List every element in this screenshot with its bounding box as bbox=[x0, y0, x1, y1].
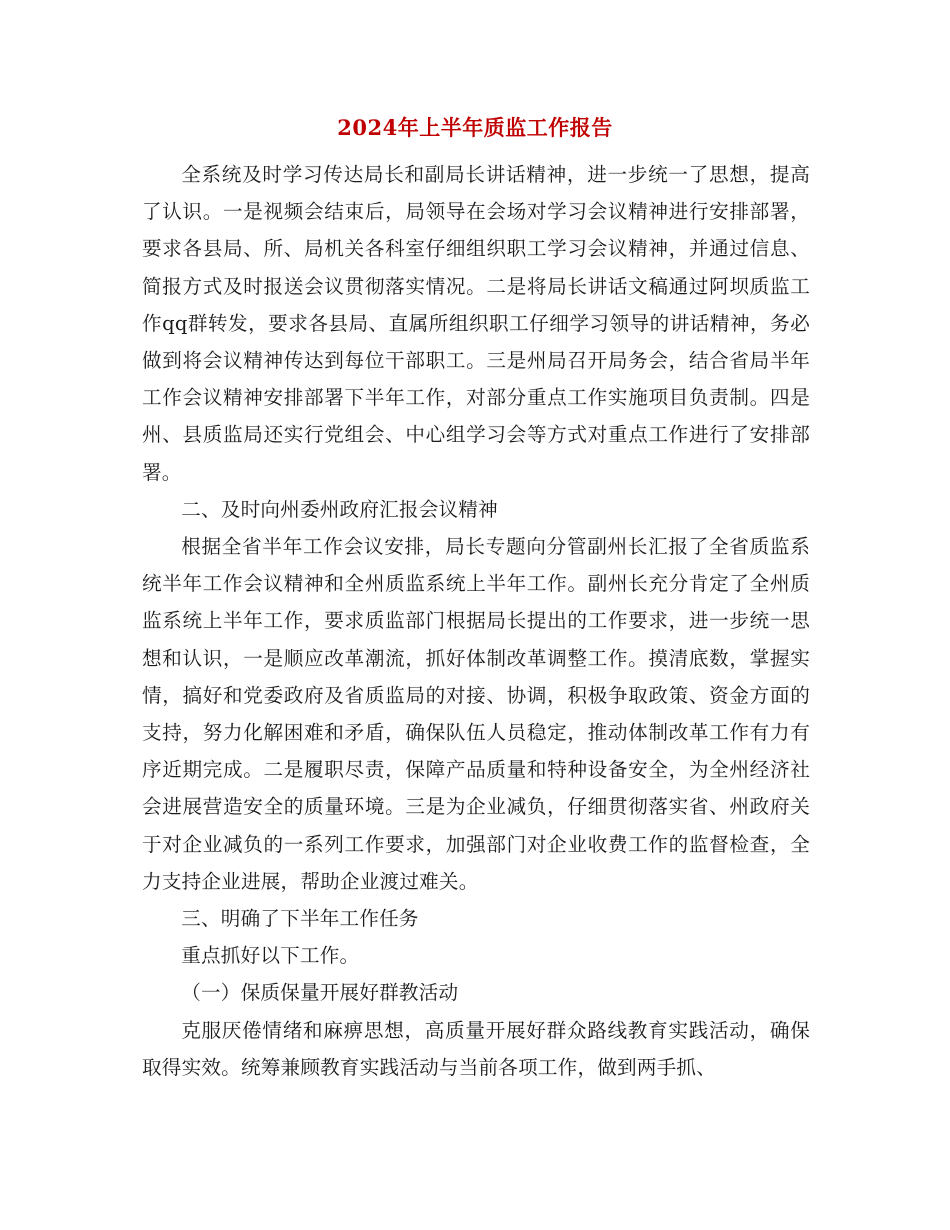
section-heading-tasks: 三、明确了下半年工作任务 bbox=[181, 907, 419, 931]
document-body bbox=[142, 156, 810, 1086]
paragraph-key-work: 重点抓好以下工作。 bbox=[181, 944, 360, 968]
subsection-heading-education: （一）保质保量开展好群教活动 bbox=[181, 981, 459, 1005]
paragraph-study-spirit: 全系统及时学习传达局长和副局长讲话精神，进一步统一了思想，提高了认识。一是视频会结束后，局领导在会场对学习会议精神进行安排部署，要求各县局、所、局机关各科室仔细组织职工学习会议精神，并通过信息、简报方式及时报送会议贯彻落实情况。二是将局长讲话文稿通过阿坝质监工作qq群转发，要求各县局、直属所组织职工仔细学习领导的讲话精神，务必做到将会议精神传达到每位干部职工。三是州局召开局务会，结合省局半年工作会议精神安排部署下半年工作，对部分重点工作实施项目负责制。四是州、县质监局还实行党组会、中心组学习会等方式对重点工作进行了安排部署。 bbox=[142, 163, 810, 484]
section-heading-report: 二、及时向州委州政府汇报会议精神 bbox=[181, 497, 498, 521]
paragraph-education-activity: 克服厌倦情绪和麻痹思想，高质量开展好群众路线教育实践活动，确保取得实效。统筹兼顾教育实践活动与当前各项工作，做到两手抓、 bbox=[142, 1018, 810, 1079]
document-title: 2024年上半年质监工作报告 bbox=[337, 115, 613, 140]
paragraph-report-details: 根据全省半年工作会议安排，局长专题向分管副州长汇报了全省质监系统半年工作会议精神和全州质监系统上半年工作。副州长充分肯定了全州质监系统上半年工作，要求质监部门根据局长提出的工作要求，进一步统一思想和认识，一是顺应改革潮流，抓好体制改革调整工作。摸清底数，掌握实情，搞好和党委政府及省质监局的对接、协调，积极争取政策、资金方面的支持，努力化解困难和矛盾，确保队伍人员稳定，推动体制改革工作有力有序近期完成。二是履职尽责，保障产品质量和特种设备安全，为全州经济社会进展营造安全的质量环境。三是为企业减负，仔细贯彻落实省、州政府关于对企业减负的一系列工作要求，加强部门对企业收费工作的监督检查，全力支持企业进展，帮助企业渡过难关。 bbox=[142, 535, 810, 893]
